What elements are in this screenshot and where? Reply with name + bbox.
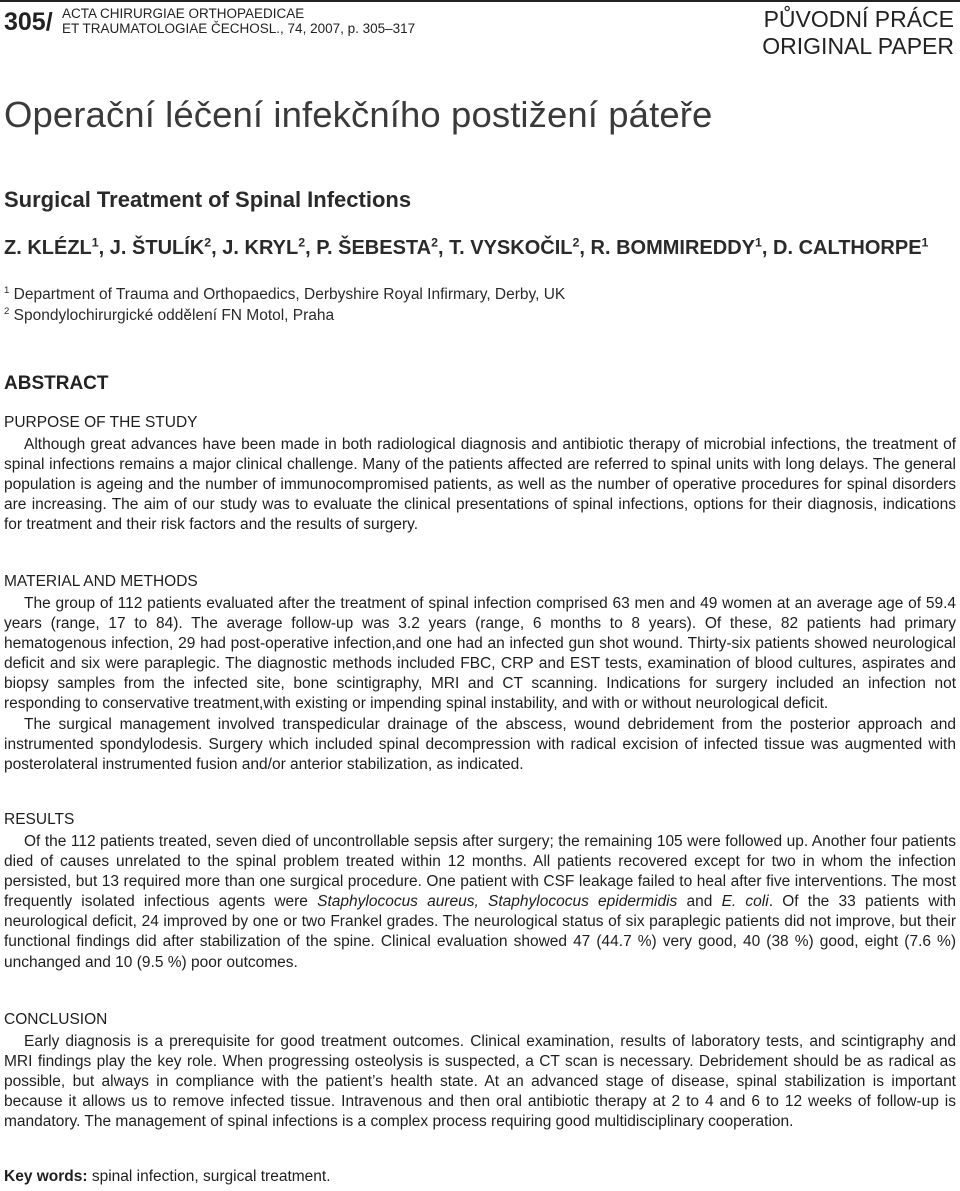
section-methods (4, 572, 956, 775)
author: J. KRYL (222, 237, 299, 259)
author: J. ŠTULÍK (109, 237, 205, 259)
affiliation-text: Spondylochirurgické oddělení FN Motol, Praha (13, 307, 335, 324)
results-heading: RESULTS (4, 811, 75, 828)
author-list (4, 237, 928, 260)
conclusion-text: Early diagnosis is a prerequisite for good treatment outcomes. Clinical examination, results of laboratory tests, and scintigraphy and MRI findings play the key role. When progressing osteolysis is suspected, a CT scan is necessary. Debridement should be as radical as possible, but always in compliance with the patient’s health state. At an advanced stage of disease, spinal stabilization is important because it allows us to remove infected tissue. Intravenous and then oral antibiotic therapy at 2 to 4 and 6 to 12 weeks of follow-up is mandatory. The management of spinal infections is a complex process requiring good multidisciplinary cooperation. (4, 1033, 956, 1131)
author-affil-mark: 2 (298, 235, 306, 250)
results-text-part: . Of the 33 patients with neurological deficit, 24 improved by one or two Frankel grades. The neurological status of six paraplegic patients did not improve, but their functional findings did after stabilization of the spine. Clinical evaluation showed 47 (44.7 %) very good, 40 (38 %) good, eight (7.6 %) unchanged and 10 (9.5 %) poor outcomes. (4, 893, 956, 971)
affiliation-text: Department of Trauma and Orthopaedics, Derbyshire Royal Infirmary, Derby, UK (13, 286, 566, 303)
author-affil-mark: 1 (921, 235, 929, 250)
author-separator: , (579, 237, 591, 259)
affiliation-mark: 1 (4, 284, 10, 296)
author-separator: , (211, 237, 223, 259)
journal-line-2: ET TRAUMATOLOGIAE ČECHOSL., 74, 2007, p. 305–317 (62, 21, 416, 36)
conclusion-heading: CONCLUSION (4, 1011, 108, 1028)
keywords (4, 1168, 331, 1186)
author-separator: , (98, 237, 110, 259)
author: P. ŠEBESTA (316, 237, 432, 259)
methods-heading: MATERIAL AND METHODS (4, 573, 198, 590)
author: D. CALTHORPE (773, 237, 922, 259)
author: T. VYSKOČIL (449, 237, 573, 259)
author-affil-mark: 2 (204, 235, 212, 250)
author-affil-mark: 1 (754, 235, 762, 250)
title-english: Surgical Treatment of Spinal Infections (4, 187, 412, 212)
author: R. BOMMIREDDY (590, 237, 755, 259)
affiliations (4, 284, 565, 326)
organism-name: E. coli (721, 893, 769, 911)
author-separator: , (305, 237, 317, 259)
paper-type (762, 6, 954, 60)
title-czech: Operační léčení infekčního postižení páteře (4, 94, 713, 135)
author: Z. KLÉZL (4, 237, 92, 259)
methods-paragraph-1: The group of 112 patients evaluated after the treatment of spinal infection comprised 63 men and 49 women at an average age of 59.4 years (range, 17 to 84). The average follow-up was 3.2 years (range, 6 months to 8 years). Of these, 82 patients had primary hematogenous infection, 29 had post-operative infection,and one had an infected gun shot wound. Thirty-six patients showed neurological deficit and six were paraplegic. The diagnostic methods included FBC, CRP and EST tests, examination of blood cultures, aspirates and biopsy samples from the infected site, bone scintigraphy, MRI and CT scanning. Indications for surgery included an infection not responding to conservative treatment,with existing or impending spinal instability, and with or without neurological deficit. (4, 595, 956, 713)
author-affil-mark: 1 (91, 235, 99, 250)
journal-line-1: ACTA CHIRURGIAE ORTHOPAEDICAE (62, 6, 305, 21)
affiliation-2 (4, 305, 565, 326)
keywords-label: Key words: (4, 1168, 88, 1185)
results-text-part: and (677, 893, 722, 911)
author-separator: , (761, 237, 774, 259)
results-text-part: Of the 112 patients treated, seven died of uncontrollable sepsis after surgery; the remaining 105 were followed up. Another four patients died of causes unrelated to the spinal problem treated within 12 months. All patients recovered except for two in whom the infection persisted, but 13 required more than one surgical procedure. One patient with CSF leakage failed to heal after five interventions. The most frequently isolated infectious agents were (4, 833, 956, 911)
author-affil-mark: 2 (572, 235, 580, 250)
journal-name (62, 6, 415, 36)
section-results (4, 810, 956, 973)
purpose-heading: PURPOSE OF THE STUDY (4, 414, 198, 431)
section-purpose (4, 413, 956, 535)
author-separator: , (438, 237, 450, 259)
header-rule (0, 0, 960, 2)
abstract-heading: ABSTRACT (4, 373, 109, 394)
keywords-text: spinal infection, surgical treatment. (87, 1168, 331, 1185)
section-conclusion (4, 1010, 956, 1132)
results-text (4, 832, 956, 973)
methods-paragraph-2: The surgical management involved transpedicular drainage of the abscess, wound debridement from the posterior approach and instrumented spondylodesis. Surgery which included spinal decompression with radical excision of infected tissue was augmented with posterolateral instrumented fusion and/or anterior stabilization, as indicated. (4, 715, 956, 773)
affiliation-1 (4, 284, 565, 305)
affiliation-mark: 2 (4, 305, 10, 317)
paper-type-cz: PŮVODNÍ PRÁCE (763, 6, 954, 32)
author-affil-mark: 2 (431, 235, 439, 250)
journal-header (0, 4, 960, 64)
paper-type-en: ORIGINAL PAPER (762, 33, 954, 59)
organism-name: Staphylococus aureus, Staphylococus epidermidis (317, 893, 678, 911)
page-number: 305/ (4, 8, 53, 36)
purpose-text: Although great advances have been made in both radiological diagnosis and antibiotic therapy of microbial infections, the treatment of spinal infections remains a major clinical challenge. Many of the patients affected are referred to spinal units with long delays. The general population is ageing and the number of immunocompromised patients, as well as the number of operative procedures for spinal disorders are increasing. The aim of our study was to evaluate the clinical presentations of spinal infections, options for their diagnosis, indications for treatment and their risk factors and the results of surgery. (4, 436, 956, 534)
